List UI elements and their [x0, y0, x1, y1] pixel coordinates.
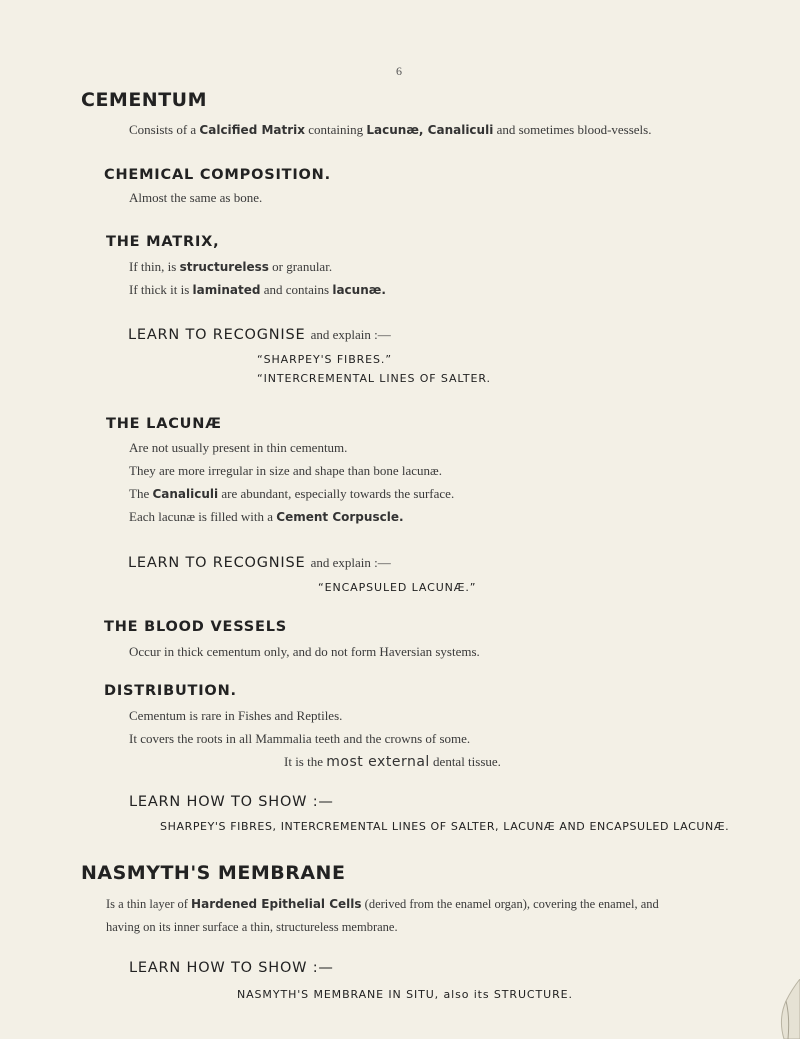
text: are abundant, especially towards the surface.: [218, 486, 455, 501]
text: Each lacunæ is filled with a: [129, 509, 277, 524]
text: and contains: [260, 282, 333, 297]
distribution-line-1: Cementum is rare in Fishes and Reptiles.: [129, 708, 343, 723]
matrix-heading: THE MATRIX,: [106, 234, 220, 250]
text: containing: [305, 122, 367, 137]
heading-text: LEARN TO RECOGNISE: [128, 555, 306, 571]
heading-tail: and explain :—: [310, 327, 391, 342]
distribution-heading: DISTRIBUTION.: [104, 683, 237, 699]
recognise-1-item-1: “SHARPEY'S FIBRES.”: [257, 353, 392, 366]
distribution-line-2: It covers the roots in all Mammalia teeth and the crowns of some.: [129, 731, 471, 746]
show-2-items: NASMYTH'S MEMBRANE IN SITU, also its STRUCTURE.: [237, 988, 573, 1001]
heading-tail: and explain :—: [310, 555, 391, 570]
show-2-heading: LEARN HOW TO SHOW :—: [129, 960, 334, 976]
emphasis-text: most external: [326, 754, 430, 770]
blood-heading: THE BLOOD VESSELS: [104, 619, 288, 635]
bold-text: structureless: [179, 260, 269, 274]
lacunae-heading: THE LACUNÆ: [106, 416, 222, 432]
blood-text: Occur in thick cementum only, and do not form Haversian systems.: [129, 644, 480, 659]
bold-text: Hardened Epithelial Cells: [191, 897, 362, 911]
bold-text: lacunæ.: [332, 283, 386, 297]
lacunae-line-3: [129, 486, 454, 502]
cementum-intro: [129, 122, 651, 138]
text: The: [129, 486, 153, 501]
show-1-items: SHARPEY'S FIBRES, INTERCREMENTAL LINES OF SALTER, LACUNÆ AND ENCAPSULED LACUNÆ.: [160, 820, 730, 833]
bold-text: Calcified Matrix: [199, 123, 306, 137]
page-corner-curl: [776, 979, 800, 1039]
text: (derived from the enamel organ), covering the enamel, and: [361, 897, 659, 911]
recognise-1-heading: [128, 324, 391, 343]
nasmyth-title: NASMYTH'S MEMBRANE: [81, 862, 346, 884]
text: Consists of a: [129, 122, 200, 137]
page-number: 6: [396, 64, 402, 78]
text: or granular.: [268, 259, 333, 274]
recognise-2-heading: [128, 552, 391, 571]
text: If thin, is: [129, 259, 180, 274]
chemical-heading: CHEMICAL COMPOSITION.: [104, 167, 331, 183]
bold-text: Lacunæ, Canaliculi: [366, 123, 494, 137]
text: If thick it is: [129, 282, 193, 297]
show-1-heading: LEARN HOW TO SHOW :—: [129, 794, 334, 810]
bold-text: Cement Corpuscle.: [276, 510, 404, 524]
text: dental tissue.: [429, 754, 501, 769]
cementum-title: CEMENTUM: [81, 89, 208, 111]
lacunae-line-1: Are not usually present in thin cementum.: [129, 440, 348, 455]
lacunae-line-4: [129, 509, 404, 525]
nasmyth-line-1: [106, 897, 659, 912]
bold-text: Canaliculi: [152, 487, 219, 501]
distribution-line-3: [284, 754, 501, 770]
heading-text: LEARN TO RECOGNISE: [128, 327, 306, 343]
matrix-line-2: [129, 282, 386, 298]
text: It is the: [284, 754, 327, 769]
text: and sometimes blood-vessels.: [493, 122, 652, 137]
nasmyth-line-2: having on its inner surface a thin, structureless membrane.: [106, 920, 398, 934]
chemical-text: Almost the same as bone.: [129, 190, 263, 205]
lacunae-line-2: They are more irregular in size and shape than bone lacunæ.: [129, 463, 442, 478]
recognise-2-item: “ENCAPSULED LACUNÆ.”: [318, 581, 477, 594]
recognise-1-item-2: “INTERCREMENTAL LINES OF SALTER.: [257, 372, 491, 385]
text: Is a thin layer of: [106, 897, 192, 911]
matrix-line-1: [129, 259, 332, 275]
bold-text: laminated: [192, 283, 261, 297]
